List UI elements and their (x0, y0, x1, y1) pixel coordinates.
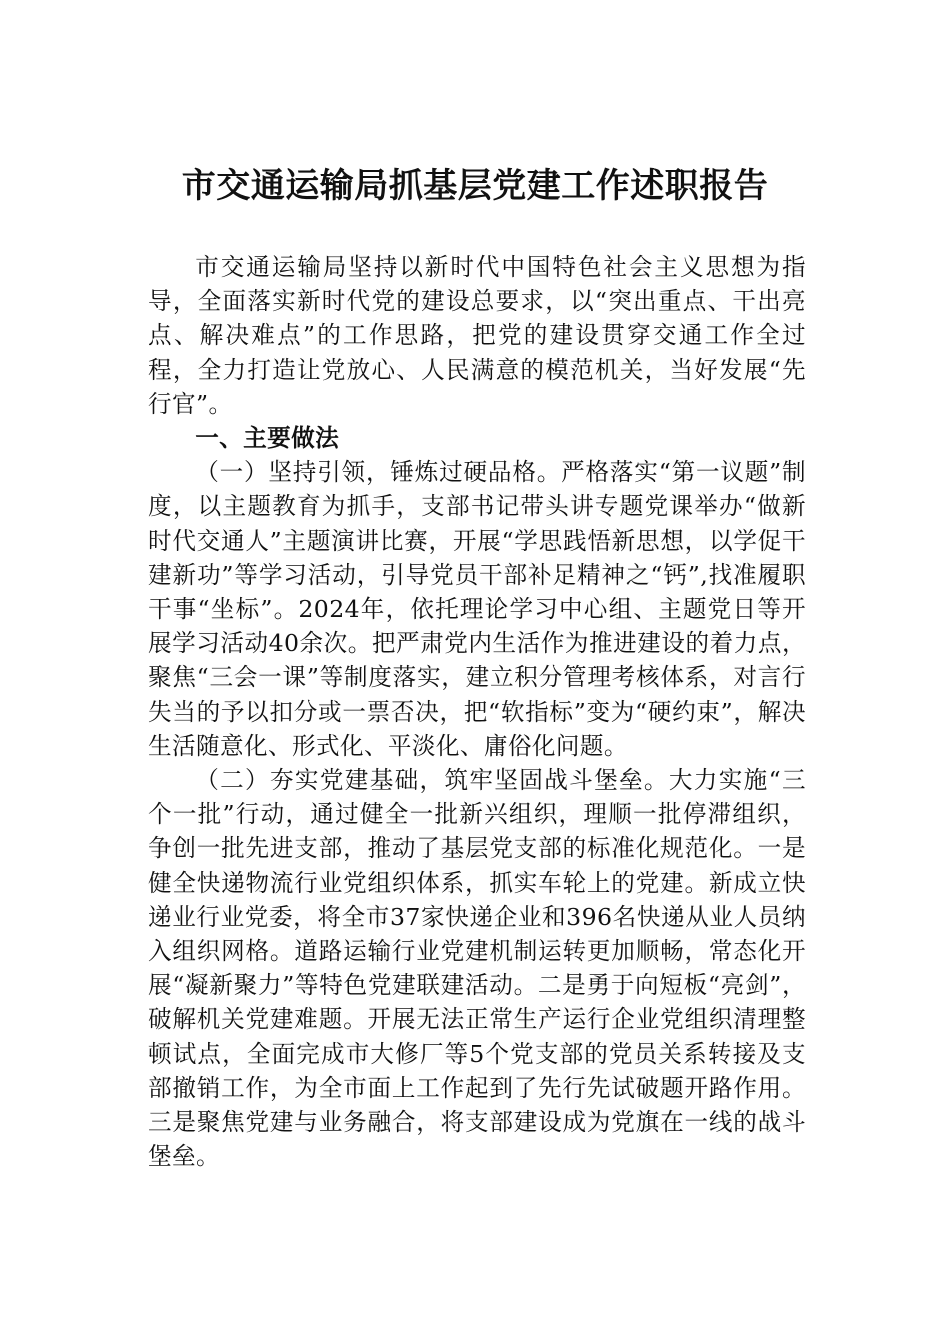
intro-paragraph: 市交通运输局坚持以新时代中国特色社会主义思想为指导，全面落实新时代党的建设总要求，以“突出重点、干出亮点、解决难点”的工作思路，把党的建设贯穿交通工作全过程，全力打造让党放心、人民满意的模范机关，当好发展“先行官”。 (148, 253, 806, 418)
page-title: 市交通运输局抓基层党建工作述职报告 (181, 166, 769, 206)
item-2-body: 大力实施“三个一批”行动，通过健全一批新兴组织，理顺一批停滞组织，争创一批先进支部，推动了基层党支部的标准化规范化。一是健全快递物流行业党组织体系，抓实车轮上的党建。新成立快递业行业党委，将全市37家快递企业和396名快递从业人员纳入组织网格。道路运输行业党建机制运转更加顺畅，常态化开展“凝新聚力”等特色党建联建活动。二是勇于向短板“亮剑”，破解机关党建难题。开展无法正常生产运行企业党组织清理整顿试点，全面完成市大修厂等5个党支部的党员关系转接及支部撤销工作，为全市面上工作起到了先行先试破题开路作用。三是聚焦党建与业务融合，将支部建设成为党旗在一线的战斗堡垒。 (148, 766, 806, 1171)
section-heading-main-practices: 一、主要做法 (195, 424, 340, 453)
item-2-lead: （二）夯实党建基础，筑牢坚固战斗堡垒。 (195, 766, 669, 795)
paragraph-item-1 (148, 455, 806, 763)
item-1-lead: （一）坚持引领，锤炼过硬品格。 (195, 458, 562, 487)
item-1-body: 严格落实“第一议题”制度，以主题教育为抓手，支部书记带头讲专题党课举办“做新时代交通人”主题演讲比赛，开展“学思践悟新思想，以学促干建新功”等学习活动，引导党员干部补足精神之“钙”,找准履职干事“坐标”。2024年，依托理论学习中心组、主题党日等开展学习活动40余次。把严肃党内生活作为推进建设的着力点，聚焦“三会一课”等制度落实，建立积分管理考核体系，对言行失当的予以扣分或一票否决，把“软指标”变为“硬约束”，解决生活随意化、形式化、平淡化、庸俗化问题。 (148, 458, 807, 760)
paragraph-item-2 (148, 763, 806, 1173)
document-body (148, 250, 806, 1173)
